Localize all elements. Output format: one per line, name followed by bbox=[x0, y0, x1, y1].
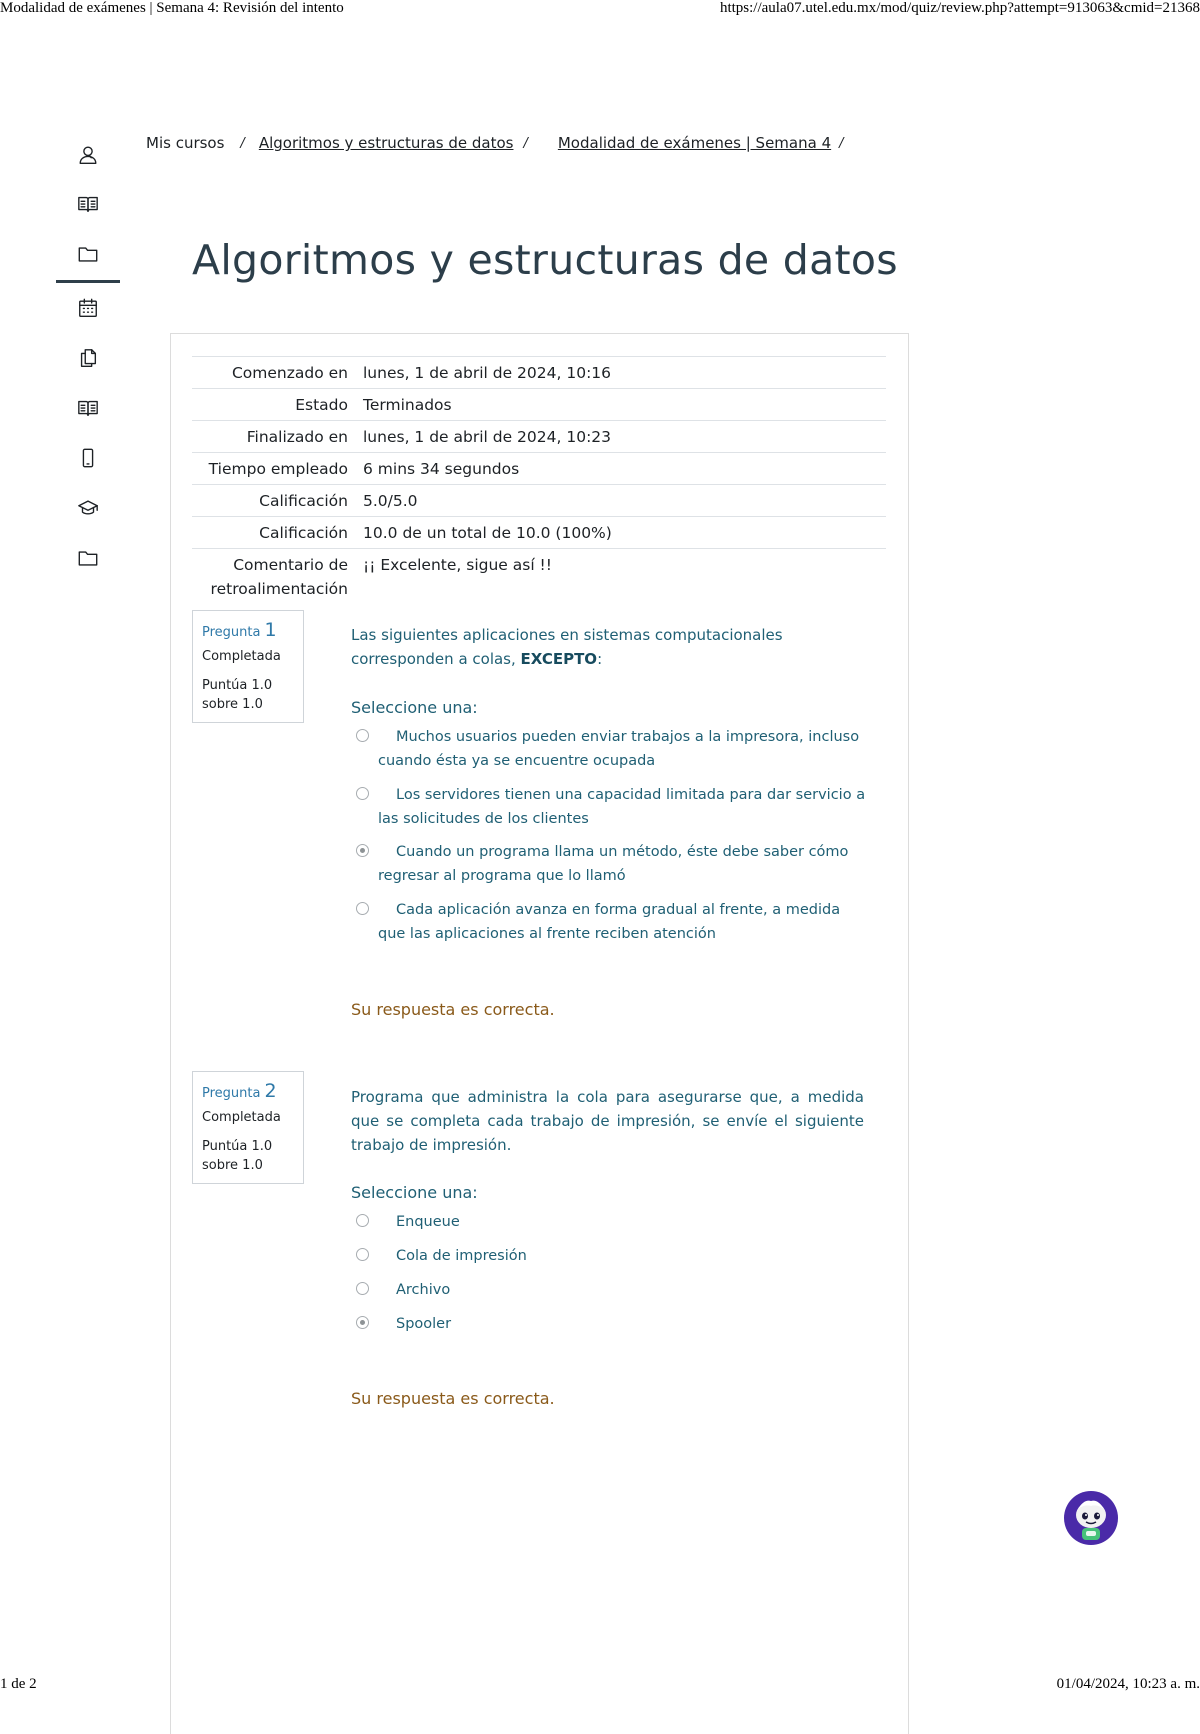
question-text-emphasis: EXCEPTO bbox=[520, 650, 598, 668]
sidebar-item-documents[interactable] bbox=[56, 338, 120, 378]
summary-row bbox=[192, 357, 886, 389]
summary-label: Estado bbox=[295, 396, 348, 414]
breadcrumb bbox=[146, 134, 858, 152]
attempt-summary-table bbox=[192, 356, 886, 604]
question-text-2: Programa que administra la cola para asegurarse que, a medida que se completa cada trabajo de impresión, se envíe el siguiente trabajo de impresión. bbox=[351, 1088, 864, 1154]
answer-option[interactable] bbox=[356, 1278, 868, 1302]
breadcrumb-item-mis-cursos[interactable]: Mis cursos bbox=[146, 134, 225, 152]
breadcrumb-separator: / bbox=[240, 135, 245, 151]
folder-icon bbox=[77, 547, 99, 569]
sidebar-item-calendar[interactable] bbox=[56, 288, 120, 328]
answer-feedback: Su respuesta es correcta. bbox=[351, 1389, 555, 1408]
summary-value: 6 mins 34 segundos bbox=[363, 460, 520, 478]
page-title: Algoritmos y estructuras de datos bbox=[192, 236, 898, 284]
summary-label: Calificación bbox=[259, 524, 348, 542]
answer-option-label: Muchos usuarios pueden enviar trabajos a la impresora, incluso cuando ésta ya se encuentre ocupada bbox=[378, 729, 860, 769]
answer-option-label: Spooler bbox=[396, 1316, 452, 1332]
radio-button-checked[interactable] bbox=[356, 844, 369, 857]
mobile-icon bbox=[77, 447, 99, 469]
answer-option-selected[interactable] bbox=[356, 840, 868, 888]
chat-assistant-button[interactable] bbox=[1064, 1491, 1118, 1545]
print-header-title: Modalidad de exámenes | Semana 4: Revisión del intento bbox=[0, 0, 344, 16]
sidebar-item-participants[interactable] bbox=[56, 135, 120, 175]
folder-icon bbox=[77, 243, 99, 265]
summary-value: Terminados bbox=[363, 396, 452, 414]
radio-button[interactable] bbox=[356, 1214, 369, 1227]
answer-prompt: Seleccione una: bbox=[351, 698, 478, 717]
book-icon bbox=[77, 193, 99, 215]
calendar-icon bbox=[77, 297, 99, 319]
summary-label: Tiempo empleado bbox=[208, 460, 348, 478]
question-text-1 bbox=[351, 623, 864, 671]
radio-button[interactable] bbox=[356, 729, 369, 742]
sidebar-active-indicator bbox=[56, 280, 120, 283]
summary-row bbox=[192, 549, 886, 605]
book-icon bbox=[77, 397, 99, 419]
summary-row bbox=[192, 485, 886, 517]
summary-row bbox=[192, 421, 886, 453]
summary-value: ¡¡ Excelente, sigue así !! bbox=[363, 556, 552, 574]
summary-row bbox=[192, 517, 886, 549]
answer-option-label: Cada aplicación avanza en forma gradual al frente, a medida que las aplicaciones al frente reciben atención bbox=[378, 902, 841, 942]
breadcrumb-separator: / bbox=[523, 135, 528, 151]
breadcrumb-item-quiz[interactable]: Modalidad de exámenes | Semana 4 bbox=[557, 134, 832, 152]
question-number: 2 bbox=[264, 1080, 277, 1102]
sidebar-item-course[interactable] bbox=[56, 184, 120, 224]
radio-button[interactable] bbox=[356, 902, 369, 915]
answer-option[interactable] bbox=[356, 783, 868, 831]
answer-option[interactable] bbox=[356, 1210, 868, 1234]
sidebar-item-library[interactable] bbox=[56, 388, 120, 428]
question-info-1 bbox=[192, 610, 304, 723]
sidebar-item-files[interactable] bbox=[56, 234, 120, 274]
question-state: Completada bbox=[202, 1110, 281, 1125]
answer-feedback: Su respuesta es correcta. bbox=[351, 1000, 555, 1019]
summary-row bbox=[192, 389, 886, 421]
robot-assistant-icon bbox=[1064, 1491, 1118, 1545]
question-info-2 bbox=[192, 1071, 304, 1184]
summary-label: Calificación bbox=[259, 492, 348, 510]
question-text-part: : bbox=[597, 650, 603, 668]
answer-option-label: Enqueue bbox=[396, 1214, 460, 1230]
radio-button[interactable] bbox=[356, 1282, 369, 1295]
answer-prompt: Seleccione una: bbox=[351, 1183, 478, 1202]
summary-value: lunes, 1 de abril de 2024, 10:16 bbox=[363, 364, 612, 382]
summary-value: lunes, 1 de abril de 2024, 10:23 bbox=[363, 428, 612, 446]
print-footer-datetime: 01/04/2024, 10:23 a. m. bbox=[1056, 1676, 1200, 1692]
documents-icon bbox=[77, 347, 99, 369]
summary-row bbox=[192, 453, 886, 485]
answer-option-label: Cola de impresión bbox=[396, 1248, 527, 1264]
summary-value: 5.0/5.0 bbox=[363, 492, 418, 510]
question-text-part: Las siguientes aplicaciones en sistemas computacionales corresponden a colas, bbox=[351, 626, 783, 668]
question-label: Pregunta bbox=[202, 625, 261, 640]
breadcrumb-item-course[interactable]: Algoritmos y estructuras de datos bbox=[258, 134, 514, 152]
user-icon bbox=[77, 144, 99, 166]
answer-option-selected[interactable] bbox=[356, 1312, 868, 1336]
summary-label: Finalizado en bbox=[246, 428, 348, 446]
answer-option-label: Cuando un programa llama un método, éste debe saber cómo regresar al programa que lo llamó bbox=[378, 844, 849, 884]
answer-option[interactable] bbox=[356, 898, 868, 946]
graduation-cap-icon bbox=[77, 497, 99, 519]
print-footer-page: 1 de 2 bbox=[0, 1676, 37, 1692]
question-state: Completada bbox=[202, 649, 281, 664]
summary-label: Comentario de retroalimentación bbox=[210, 556, 348, 598]
answer-option[interactable] bbox=[356, 725, 868, 773]
print-header-url: https://aula07.utel.edu.mx/mod/quiz/review.php?attempt=913063&cmid=21368 bbox=[719, 0, 1200, 16]
breadcrumb-separator: / bbox=[839, 135, 844, 151]
radio-button[interactable] bbox=[356, 787, 369, 800]
sidebar-item-grades[interactable] bbox=[56, 488, 120, 528]
sidebar-item-mobile[interactable] bbox=[56, 438, 120, 478]
summary-value: 10.0 de un total de 10.0 (100%) bbox=[363, 524, 612, 542]
radio-button[interactable] bbox=[356, 1248, 369, 1261]
answer-option-label: Los servidores tienen una capacidad limitada para dar servicio a las solicitudes de los clientes bbox=[378, 787, 866, 827]
radio-button-checked[interactable] bbox=[356, 1316, 369, 1329]
question-label: Pregunta bbox=[202, 1086, 261, 1101]
question-grade: Puntúa 1.0 sobre 1.0 bbox=[202, 678, 273, 712]
answer-option-label: Archivo bbox=[396, 1282, 451, 1298]
sidebar-item-folder[interactable] bbox=[56, 538, 120, 578]
question-number: 1 bbox=[264, 619, 277, 641]
answer-option[interactable] bbox=[356, 1244, 868, 1268]
question-grade: Puntúa 1.0 sobre 1.0 bbox=[202, 1139, 273, 1173]
summary-label: Comenzado en bbox=[231, 364, 348, 382]
